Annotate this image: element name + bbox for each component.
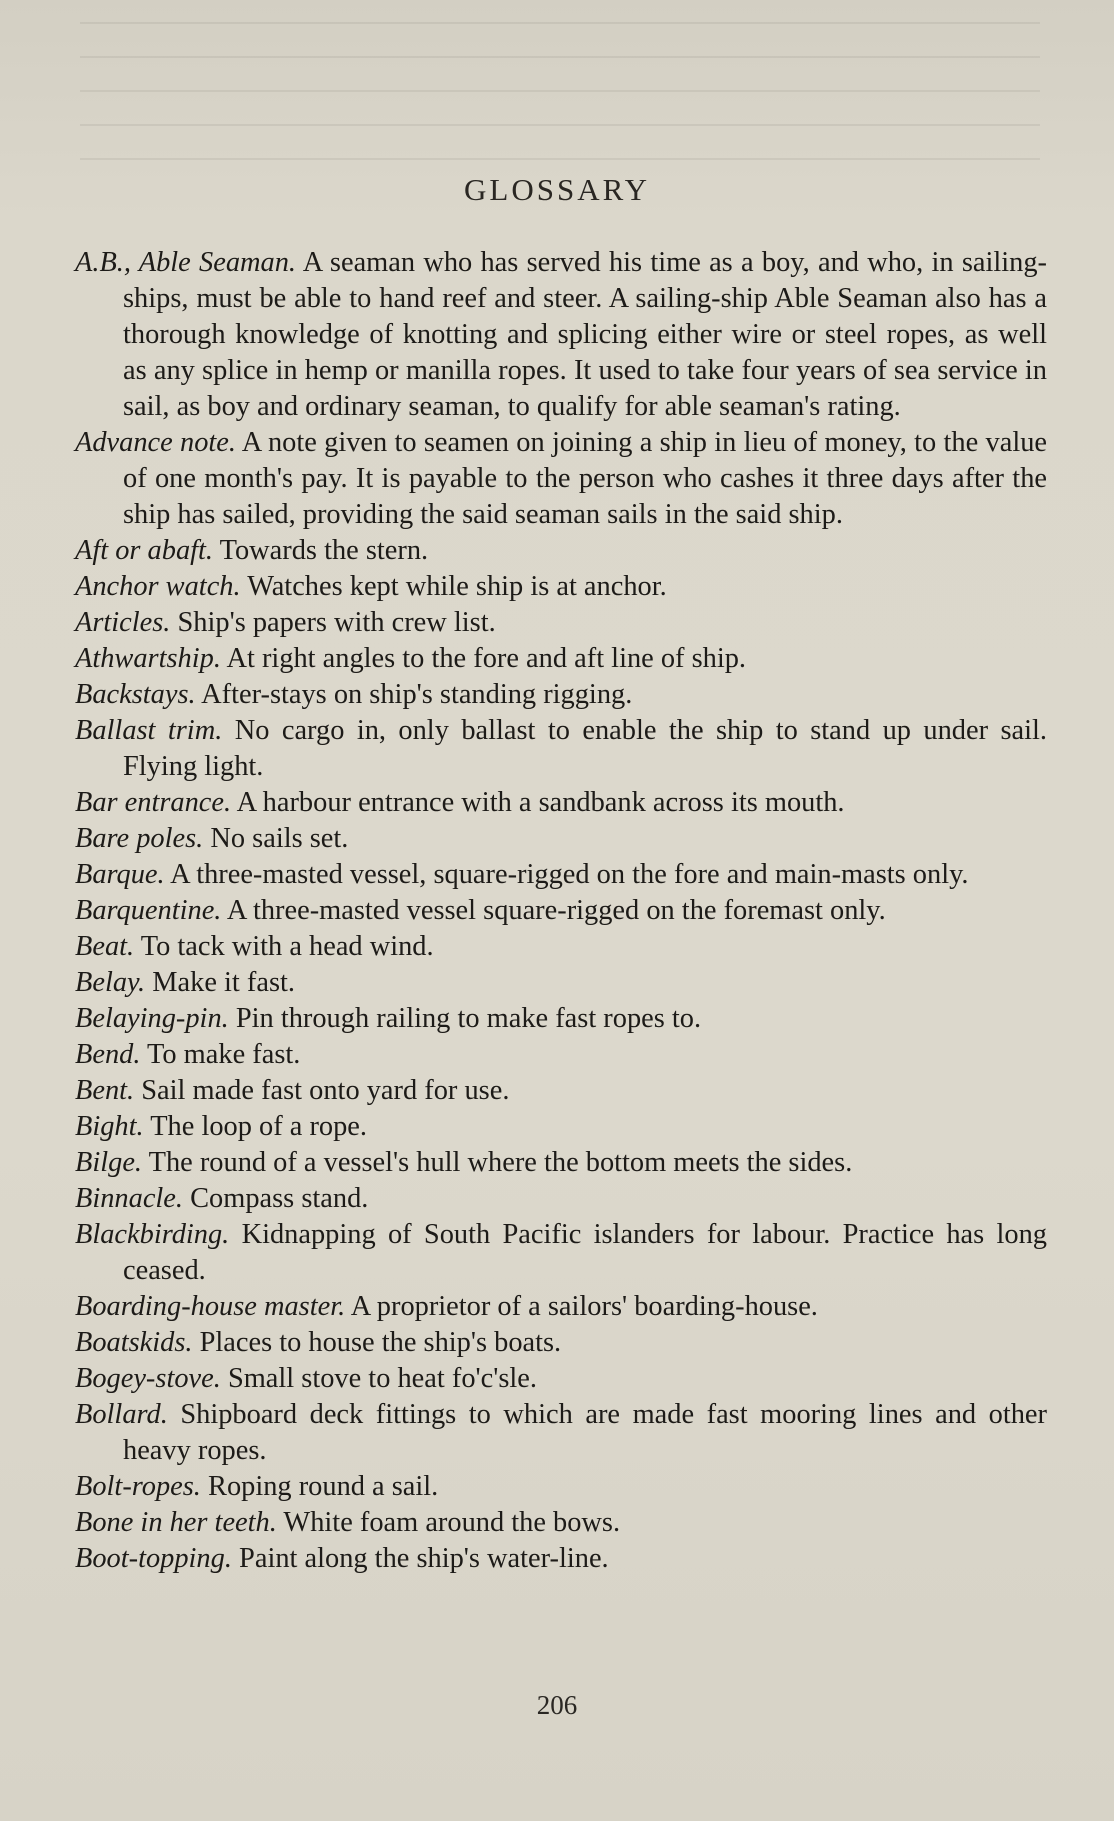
glossary-entry xyxy=(75,893,1047,929)
glossary-entry xyxy=(75,1289,1047,1325)
glossary-term: Athwartship. xyxy=(75,643,221,674)
glossary-entry xyxy=(75,1001,1047,1037)
glossary-definition: Roping round a sail. xyxy=(208,1471,439,1502)
glossary-term: Aft or abaft. xyxy=(75,535,214,566)
glossary-entry xyxy=(75,1145,1047,1181)
glossary-term: Blackbirding. xyxy=(75,1219,230,1250)
glossary-entry xyxy=(75,1037,1047,1073)
glossary-entry xyxy=(75,785,1047,821)
glossary-definition: Sail made fast onto yard for use. xyxy=(141,1075,510,1106)
glossary-term: Bar entrance. xyxy=(75,787,232,818)
glossary-term: Articles. xyxy=(75,607,171,638)
glossary-entry xyxy=(75,569,1047,605)
glossary-definition: A three-masted vessel, square-rigged on the fore and main-masts only. xyxy=(170,859,969,890)
glossary-entry xyxy=(75,677,1047,713)
glossary-entry xyxy=(75,641,1047,677)
glossary-entry xyxy=(75,245,1047,425)
glossary-definition: Pin through railing to make fast ropes to. xyxy=(235,1003,702,1034)
glossary-entry xyxy=(75,1361,1047,1397)
glossary-term: Boatskids. xyxy=(75,1327,193,1358)
glossary-term: Barque. xyxy=(75,859,165,890)
glossary-definition: No cargo in, only ballast to enable the ship to stand up under sail. Flying light. xyxy=(123,715,1047,782)
glossary-definition: Kidnapping of South Pacific islanders for labour. Practice has long ceased. xyxy=(123,1219,1047,1286)
glossary-term: Barquentine. xyxy=(75,895,222,926)
glossary-entry xyxy=(75,821,1047,857)
glossary-entry xyxy=(75,965,1047,1001)
page-title: GLOSSARY xyxy=(464,172,650,207)
glossary-term: Belay. xyxy=(75,967,146,998)
glossary-entry xyxy=(75,929,1047,965)
glossary-definition: Shipboard deck fittings to which are made fast mooring lines and other heavy ropes. xyxy=(123,1399,1047,1466)
glossary-entry xyxy=(75,1469,1047,1505)
glossary-entry xyxy=(75,713,1047,785)
glossary-term: Bare poles. xyxy=(75,823,204,854)
glossary-definition: A note given to seamen on joining a ship in lieu of money, to the value of one month's pay. It is payable to the person who cashes it three days after the ship has sailed, providing the said seaman sails in the said ship. xyxy=(123,427,1047,530)
glossary-term: Bone in her teeth. xyxy=(75,1507,277,1538)
glossary-definition: The loop of a rope. xyxy=(150,1111,368,1142)
glossary-entry xyxy=(75,857,1047,893)
glossary-definition: No sails set. xyxy=(210,823,349,854)
glossary-definition: Make it fast. xyxy=(152,967,295,998)
glossary-definition: A seaman who has served his time as a boy, and who, in sailing-ships, must be able to hand reef and steer. A sailing-ship Able Seaman also has a thorough knowledge of knotting and splicing either wire or steel ropes, as well as any splice in hemp or manilla ropes. It used to take four years of sea service in sail, as boy and ordinary seaman, to qualify for able seaman's rating. xyxy=(123,247,1048,422)
glossary-definition: After-stays on ship's standing rigging. xyxy=(201,679,633,710)
glossary-term: Ballast trim. xyxy=(75,715,223,746)
glossary-entry xyxy=(75,1217,1047,1289)
glossary-term: Bent. xyxy=(75,1075,135,1106)
glossary-term: Binnacle. xyxy=(75,1183,184,1214)
glossary-entry xyxy=(75,425,1047,533)
glossary-definition: At right angles to the fore and aft line of ship. xyxy=(226,643,747,674)
glossary-definition: Watches kept while ship is at anchor. xyxy=(247,571,667,602)
glossary-term: Anchor watch. xyxy=(75,571,241,602)
glossary-term: A.B., Able Seaman. xyxy=(75,247,297,278)
glossary-entry xyxy=(75,1073,1047,1109)
glossary-term: Belaying-pin. xyxy=(75,1003,229,1034)
glossary-entry xyxy=(75,533,1047,569)
glossary-definition: Compass stand. xyxy=(190,1183,369,1214)
glossary-definition: Towards the stern. xyxy=(219,535,429,566)
glossary-definition: Small stove to heat fo'c'sle. xyxy=(227,1363,537,1394)
glossary-definition: White foam around the bows. xyxy=(283,1507,621,1538)
glossary-term: Bend. xyxy=(75,1039,141,1070)
glossary-definition: To make fast. xyxy=(147,1039,301,1070)
glossary-list xyxy=(75,245,1047,1577)
glossary-entry xyxy=(75,1325,1047,1361)
glossary-entry xyxy=(75,1541,1047,1577)
glossary-term: Bollard. xyxy=(75,1399,168,1430)
glossary-term: Boot-topping. xyxy=(75,1543,232,1574)
page-number: 206 xyxy=(536,1690,578,1720)
glossary-definition: The round of a vessel's hull where the bottom meets the sides. xyxy=(148,1147,853,1178)
glossary-entry xyxy=(75,1109,1047,1145)
show-through-text xyxy=(80,22,1040,172)
glossary-term: Bilge. xyxy=(75,1147,143,1178)
glossary-term: Backstays. xyxy=(75,679,196,710)
glossary-term: Beat. xyxy=(75,931,135,962)
glossary-term: Bogey-stove. xyxy=(75,1363,221,1394)
glossary-entry xyxy=(75,1397,1047,1469)
glossary-definition: Places to house the ship's boats. xyxy=(199,1327,562,1358)
glossary-definition: To tack with a head wind. xyxy=(140,931,434,962)
glossary-entry xyxy=(75,605,1047,641)
glossary-term: Bolt-ropes. xyxy=(75,1471,201,1502)
glossary-entry xyxy=(75,1505,1047,1541)
glossary-definition: A three-masted vessel square-rigged on the foremast only. xyxy=(226,895,886,926)
glossary-definition: Paint along the ship's water-line. xyxy=(239,1543,609,1574)
glossary-entry xyxy=(75,1181,1047,1217)
glossary-definition: Ship's papers with crew list. xyxy=(177,607,496,638)
glossary-term: Advance note. xyxy=(75,427,236,458)
glossary-definition: A harbour entrance with a sandbank across its mouth. xyxy=(236,787,845,818)
glossary-term: Boarding-house master. xyxy=(75,1291,346,1322)
glossary-term: Bight. xyxy=(75,1111,144,1142)
glossary-definition: A proprietor of a sailors' boarding-house. xyxy=(350,1291,818,1322)
